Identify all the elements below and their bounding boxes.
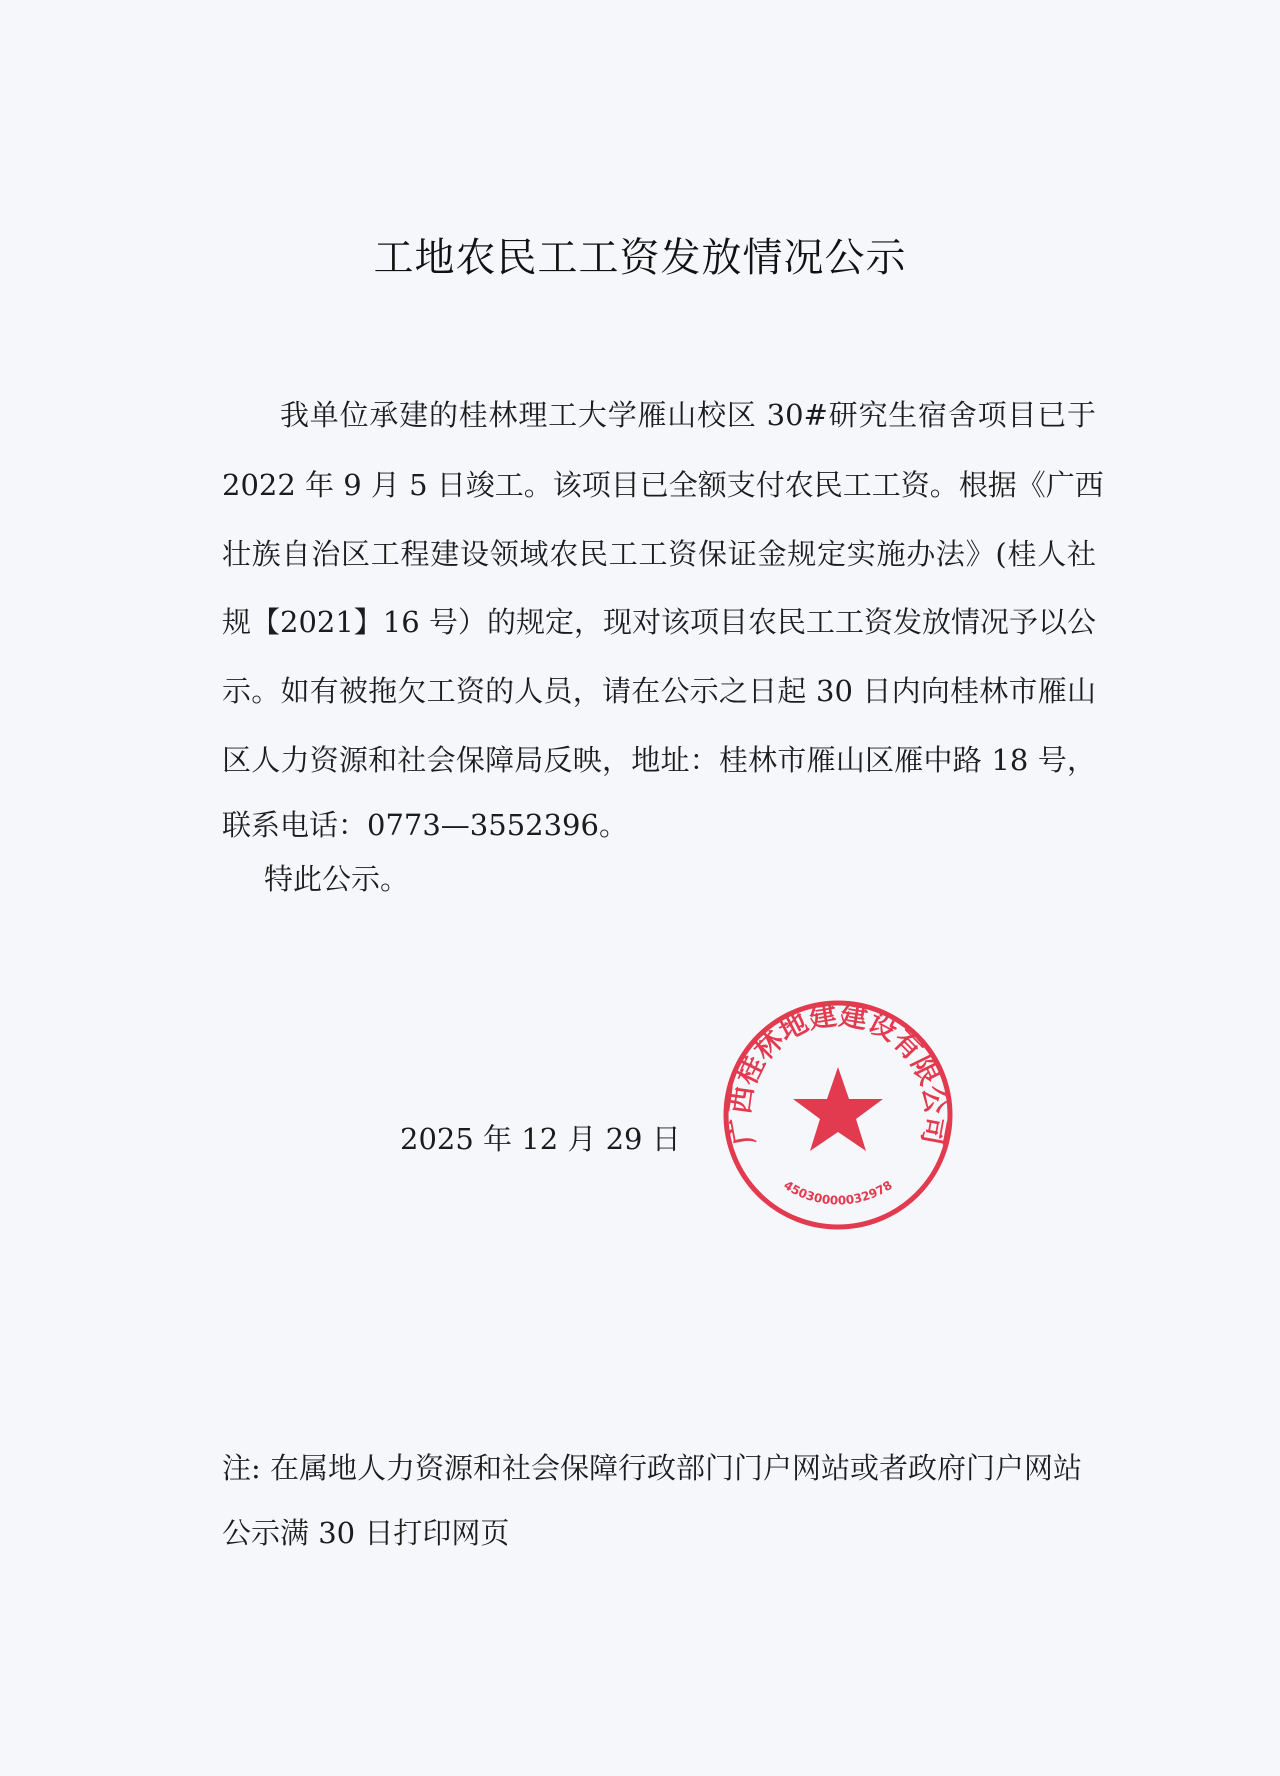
svg-text:45030000032978 [781,1178,894,1208]
note-line: 公示满 30 日打印网页 [222,1516,510,1550]
seal-code: 45030000032978 [781,1177,895,1208]
signature-date: 2025 年 12 月 29 日 [400,1122,681,1156]
body-line: 规【2021】16 号）的规定，现对该项目农民工工资发放情况予以公 [222,605,1096,639]
closing-text: 特此公示。 [264,862,410,896]
body-line: 2022 年 9 月 5 日竣工。该项目已全额支付农民工工资。根据《广西 [222,468,1104,502]
note-line: 注: 在属地人力资源和社会保障行政部门门户网站或者政府门户网站 [222,1451,1082,1485]
body-line: 我单位承建的桂林理工大学雁山校区 30#研究生宿舍项目已于 [280,398,1096,432]
body-line: 示。如有被拖欠工资的人员，请在公示之日起 30 日内向桂林市雁山 [222,674,1096,708]
document-title: 工地农民工工资发放情况公示 [373,235,907,281]
body-line: 联系电话：0773—3552396。 [222,808,628,842]
company-seal [718,995,958,1235]
seal-company-name: 广西桂林地建建设有限公司 [723,998,953,1148]
body-line: 区人力资源和社会保障局反映，地址：桂林市雁山区雁中路 18 号， [222,743,1096,777]
body-line: 壮族自治区工程建设领域农民工工资保证金规定实施办法》(桂人社 [222,537,1096,571]
star-icon [793,1067,883,1151]
